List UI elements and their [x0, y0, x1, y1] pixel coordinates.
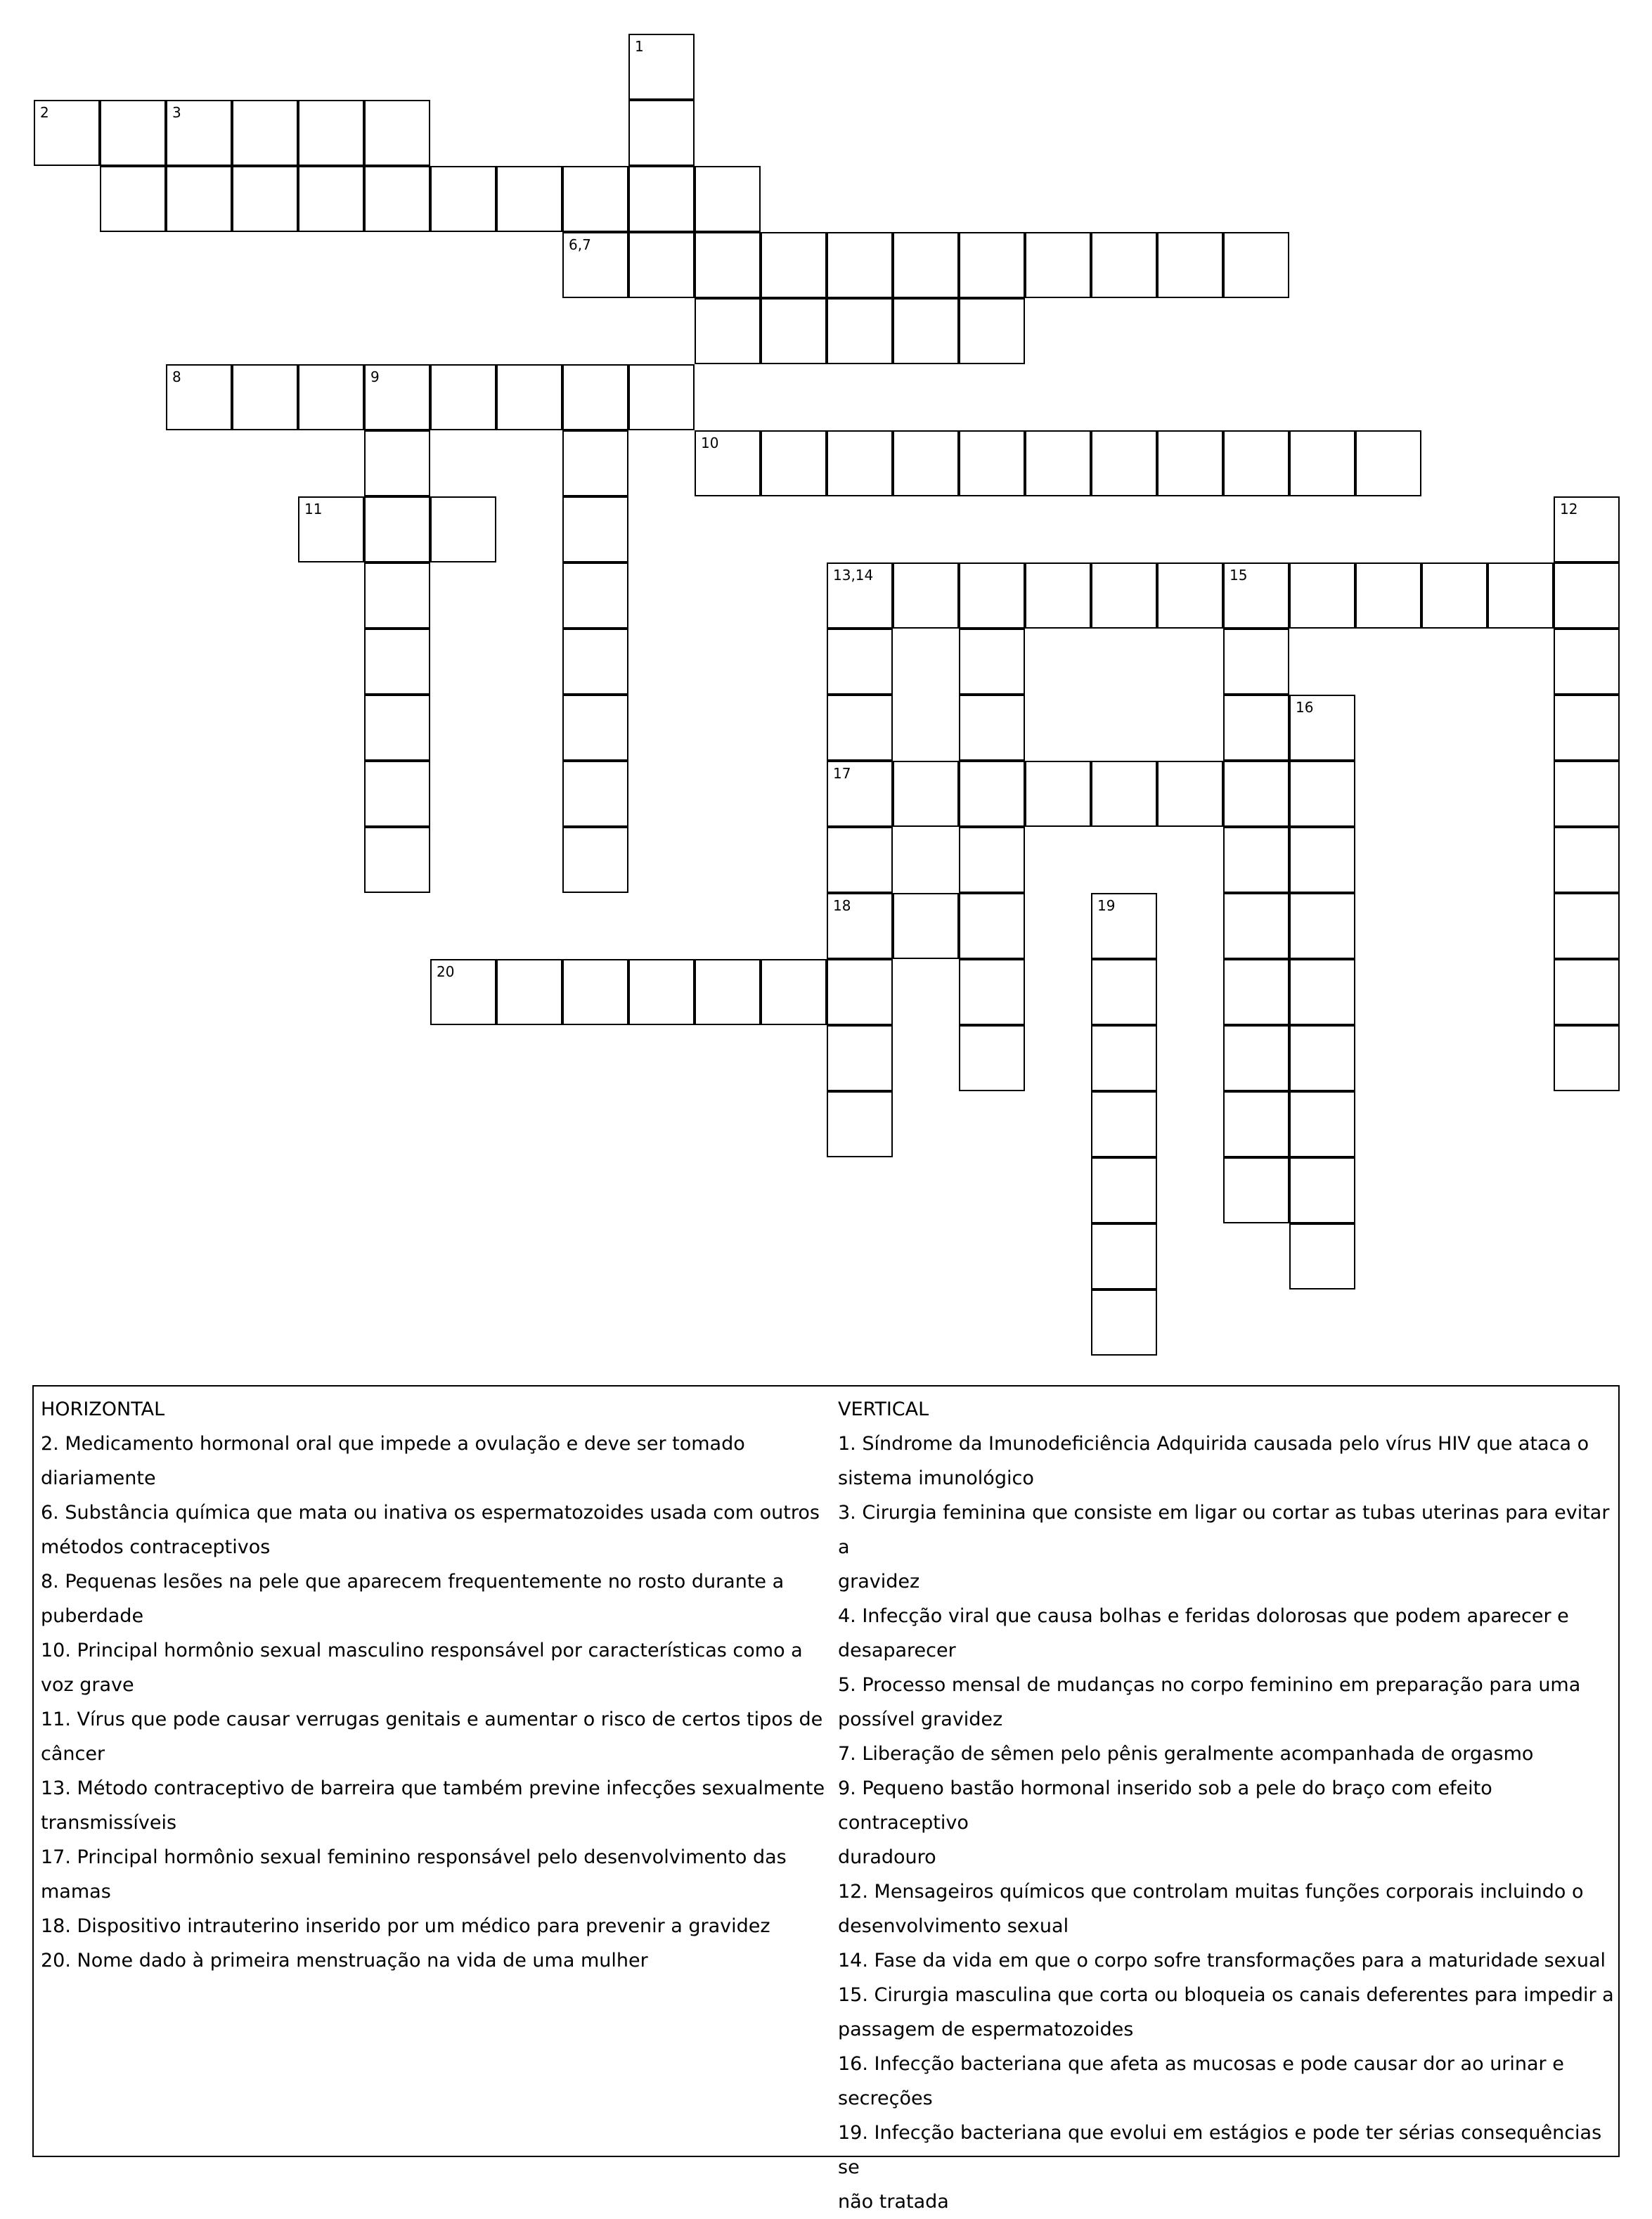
grid-cell[interactable] [827, 959, 893, 1025]
grid-cell[interactable] [496, 166, 562, 232]
grid-cell[interactable] [959, 430, 1025, 496]
clue-line: 10. Principal hormônio sexual masculino responsável por características como a [41, 1640, 803, 1661]
grid-cell[interactable] [1223, 1025, 1289, 1091]
clue-line: 2. Medicamento hormonal oral que impede a ovulação e deve ser tomado [41, 1433, 745, 1455]
clue-line: 3. Cirurgia feminina que consiste em ligar ou cortar as tubas uterinas para evitar a [838, 1502, 1610, 1558]
clue-line: 12. Mensageiros químicos que controlam muitas funções corporais incluindo o [838, 1881, 1584, 1903]
grid-cell[interactable] [232, 166, 298, 232]
grid-cell[interactable] [430, 959, 496, 1025]
grid-cell[interactable] [628, 959, 695, 1025]
clue-line: 11. Vírus que pode causar verrugas genitais e aumentar o risco de certos tipos de [41, 1709, 823, 1730]
clue-line: duradouro [838, 1846, 936, 1868]
grid-cell[interactable] [562, 562, 628, 629]
grid-cell[interactable] [959, 562, 1025, 629]
grid-cell[interactable] [959, 959, 1025, 1025]
grid-cell[interactable] [827, 893, 893, 959]
grid-cell[interactable] [364, 166, 430, 232]
grid-cell[interactable] [562, 232, 628, 298]
clue-line: 7. Liberação de sêmen pelo pênis geralmente acompanhada de orgasmo [838, 1743, 1534, 1765]
grid-cell[interactable] [1289, 1223, 1355, 1289]
grid-cell[interactable] [1355, 562, 1421, 629]
grid-cell[interactable] [430, 364, 496, 430]
grid-cell[interactable] [827, 298, 893, 364]
clue-line: passagem de espermatozoides [838, 2019, 1134, 2040]
grid-cell[interactable] [761, 298, 827, 364]
grid-cell[interactable] [1091, 430, 1157, 496]
vertical-clue-list [838, 1427, 1618, 2219]
grid-cell[interactable] [1157, 232, 1223, 298]
clue-line: possível gravidez [838, 1709, 1003, 1730]
horizontal-clue-list [41, 1427, 828, 1978]
grid-cell[interactable] [34, 100, 100, 166]
grid-cell[interactable] [1091, 1025, 1157, 1091]
grid-cell[interactable] [1554, 959, 1620, 1025]
clue-number: 12 [1560, 501, 1578, 517]
grid-cell[interactable] [1091, 232, 1157, 298]
grid-cell[interactable] [1157, 562, 1223, 629]
grid-cell[interactable] [893, 298, 959, 364]
grid-cell[interactable] [959, 629, 1025, 695]
clue-line: 9. Pequeno bastão hormonal inserido sob a pele do braço com efeito contraceptivo [838, 1777, 1492, 1834]
clue-line: 17. Principal hormônio sexual feminino responsável pelo desenvolvimento das [41, 1846, 787, 1868]
grid-cell[interactable] [298, 166, 364, 232]
grid-cell[interactable] [1223, 232, 1289, 298]
grid-cell[interactable] [1488, 562, 1554, 629]
grid-cell[interactable] [298, 100, 364, 166]
grid-cell[interactable] [298, 496, 364, 562]
grid-cell[interactable] [1025, 761, 1091, 827]
grid-cell[interactable] [364, 695, 430, 761]
clue-line: não tratada [838, 2191, 949, 2213]
clue-line: 20. Nome dado à primeira menstruação na vida de uma mulher [41, 1950, 648, 1972]
clue-number: 1 [635, 38, 644, 55]
clue-number: 15 [1230, 567, 1248, 584]
grid-cell[interactable] [1091, 1157, 1157, 1223]
grid-cell[interactable] [761, 430, 827, 496]
clue-number: 9 [370, 368, 380, 385]
grid-cell[interactable] [827, 629, 893, 695]
grid-cell[interactable] [628, 166, 695, 232]
clue-line: 13. Método contraceptivo de barreira que também previne infecções sexualmente [41, 1777, 825, 1799]
grid-cell[interactable] [562, 496, 628, 562]
grid-cell[interactable] [695, 166, 761, 232]
grid-cell[interactable] [893, 430, 959, 496]
clue-number: 18 [833, 897, 851, 914]
clue-number: 20 [437, 963, 455, 980]
grid-cell[interactable] [1554, 629, 1620, 695]
grid-cell[interactable] [827, 1091, 893, 1157]
clue-line: sistema imunológico [838, 1467, 1034, 1489]
clue-number: 11 [304, 501, 323, 517]
grid-cell[interactable] [562, 629, 628, 695]
clue-line: transmissíveis [41, 1812, 177, 1834]
clue-line: desenvolvimento sexual [838, 1915, 1069, 1937]
grid-cell[interactable] [298, 364, 364, 430]
grid-cell[interactable] [364, 827, 430, 893]
grid-cell[interactable] [1223, 959, 1289, 1025]
grid-cell[interactable] [1289, 827, 1355, 893]
grid-cell[interactable] [1289, 1091, 1355, 1157]
grid-cell[interactable] [1223, 629, 1289, 695]
grid-cell[interactable] [496, 364, 562, 430]
grid-cell[interactable] [232, 100, 298, 166]
grid-cell[interactable] [893, 893, 959, 959]
grid-cell[interactable] [695, 298, 761, 364]
grid-cell[interactable] [761, 232, 827, 298]
grid-cell[interactable] [1223, 562, 1289, 629]
clue-number: 2 [40, 104, 49, 121]
grid-cell[interactable] [1223, 761, 1289, 827]
grid-cell[interactable] [695, 430, 761, 496]
clue-line: 14. Fase da vida em que o corpo sofre transformações para a maturidade sexual [838, 1950, 1606, 1972]
grid-cell[interactable] [1421, 562, 1488, 629]
clue-line: desaparecer [838, 1640, 956, 1661]
horizontal-title: HORIZONTAL [41, 1398, 165, 1420]
clue-line: gravidez [838, 1571, 920, 1593]
clue-number: 16 [1296, 699, 1314, 716]
vertical-title: VERTICAL [838, 1398, 929, 1420]
grid-cell[interactable] [1223, 1157, 1289, 1223]
grid-cell[interactable] [959, 695, 1025, 761]
grid-cell[interactable] [1157, 430, 1223, 496]
grid-cell[interactable] [1091, 959, 1157, 1025]
grid-cell[interactable] [100, 166, 166, 232]
clue-number: 6,7 [569, 236, 591, 253]
grid-cell[interactable] [1091, 893, 1157, 959]
grid-cell[interactable] [562, 166, 628, 232]
grid-cell[interactable] [1289, 695, 1355, 761]
grid-cell[interactable] [1091, 1091, 1157, 1157]
grid-cell[interactable] [1025, 232, 1091, 298]
grid-cell[interactable] [1289, 959, 1355, 1025]
grid-cell[interactable] [1554, 827, 1620, 893]
clue-line: 15. Cirurgia masculina que corta ou bloqueia os canais deferentes para impedir a [838, 1984, 1614, 2006]
grid-cell[interactable] [1355, 430, 1421, 496]
grid-cell[interactable] [1289, 761, 1355, 827]
grid-cell[interactable] [166, 364, 232, 430]
grid-cell[interactable] [100, 100, 166, 166]
grid-cell[interactable] [1554, 562, 1620, 629]
grid-cell[interactable] [1289, 1025, 1355, 1091]
grid-cell[interactable] [628, 100, 695, 166]
grid-cell[interactable] [430, 496, 496, 562]
grid-cell[interactable] [364, 430, 430, 496]
clue-line: 19. Infecção bacteriana que evolui em estágios e pode ter sérias consequências se [838, 2122, 1602, 2178]
grid-cell[interactable] [1554, 893, 1620, 959]
grid-cell[interactable] [364, 562, 430, 629]
grid-cell[interactable] [1091, 562, 1157, 629]
grid-cell[interactable] [959, 298, 1025, 364]
grid-cell[interactable] [827, 430, 893, 496]
clue-number: 3 [172, 104, 181, 121]
clue-line: 1. Síndrome da Imunodeficiência Adquirida causada pelo vírus HIV que ataca o [838, 1433, 1589, 1455]
grid-cell[interactable] [628, 364, 695, 430]
clue-line: 6. Substância química que mata ou inativa os espermatozoides usada com outros [41, 1502, 820, 1524]
clue-line: 18. Dispositivo intrauterino inserido por um médico para prevenir a gravidez [41, 1915, 770, 1937]
grid-cell[interactable] [827, 761, 893, 827]
grid-cell[interactable] [364, 100, 430, 166]
grid-cell[interactable] [827, 695, 893, 761]
clue-line: 8. Pequenas lesões na pele que aparecem frequentemente no rosto durante a [41, 1571, 785, 1593]
clues-box [32, 1385, 1620, 2213]
clue-line: voz grave [41, 1674, 134, 1696]
grid-cell[interactable] [1289, 893, 1355, 959]
grid-cell[interactable] [1223, 827, 1289, 893]
grid-cell[interactable] [1091, 1223, 1157, 1289]
grid-cell[interactable] [695, 232, 761, 298]
vertical-clues [838, 1392, 1618, 2219]
grid-cell[interactable] [496, 959, 562, 1025]
clue-line: 4. Infecção viral que causa bolhas e feridas dolorosas que podem aparecer e [838, 1605, 1569, 1627]
clue-line: métodos contraceptivos [41, 1536, 271, 1558]
grid-cell[interactable] [628, 232, 695, 298]
horizontal-clues [41, 1392, 828, 1978]
clue-line: 5. Processo mensal de mudanças no corpo feminino em preparação para uma [838, 1674, 1581, 1696]
grid-cell[interactable] [959, 827, 1025, 893]
grid-cell[interactable] [1223, 430, 1289, 496]
clue-number: 19 [1097, 897, 1116, 914]
clue-number: 8 [172, 368, 181, 385]
grid-cell[interactable] [1157, 761, 1223, 827]
clue-number: 17 [833, 765, 851, 782]
grid-cell[interactable] [562, 827, 628, 893]
grid-cell[interactable] [1289, 430, 1355, 496]
grid-cell[interactable] [430, 166, 496, 232]
grid-cell[interactable] [1223, 1091, 1289, 1157]
grid-cell[interactable] [959, 761, 1025, 827]
grid-cell[interactable] [562, 430, 628, 496]
grid-cell[interactable] [1554, 1025, 1620, 1091]
clue-line: câncer [41, 1743, 105, 1765]
grid-cell[interactable] [1289, 1157, 1355, 1223]
grid-cell[interactable] [695, 959, 761, 1025]
grid-cell[interactable] [1091, 761, 1157, 827]
grid-cell[interactable] [1025, 430, 1091, 496]
grid-cell[interactable] [893, 761, 959, 827]
grid-cell[interactable] [893, 562, 959, 629]
grid-cell[interactable] [959, 893, 1025, 959]
grid-cell[interactable] [1554, 761, 1620, 827]
grid-cell[interactable] [1223, 893, 1289, 959]
grid-cell[interactable] [1289, 562, 1355, 629]
grid-cell[interactable] [827, 562, 893, 629]
grid-cell[interactable] [364, 629, 430, 695]
clue-line: secreções [838, 2088, 933, 2109]
grid-cell[interactable] [827, 232, 893, 298]
grid-cell[interactable] [166, 166, 232, 232]
clue-line: 16. Infecção bacteriana que afeta as mucosas e pode causar dor ao urinar e [838, 2053, 1564, 2075]
grid-cell[interactable] [364, 761, 430, 827]
grid-cell[interactable] [959, 1025, 1025, 1091]
grid-cell[interactable] [562, 364, 628, 430]
grid-cell[interactable] [1554, 496, 1620, 562]
grid-cell[interactable] [1025, 562, 1091, 629]
grid-cell[interactable] [562, 695, 628, 761]
grid-cell[interactable] [761, 959, 827, 1025]
grid-cell[interactable] [628, 34, 695, 100]
clue-line: diariamente [41, 1467, 156, 1489]
grid-cell[interactable] [893, 232, 959, 298]
grid-cell[interactable] [1091, 1289, 1157, 1356]
clue-number: 13,14 [833, 567, 874, 584]
grid-cell[interactable] [1554, 695, 1620, 761]
grid-cell[interactable] [827, 1025, 893, 1091]
grid-cell[interactable] [364, 364, 430, 430]
clue-line: mamas [41, 1881, 111, 1903]
grid-cell[interactable] [959, 232, 1025, 298]
clue-number: 10 [701, 435, 719, 451]
grid-cell[interactable] [166, 100, 232, 166]
grid-cell[interactable] [562, 761, 628, 827]
grid-cell[interactable] [232, 364, 298, 430]
grid-cell[interactable] [364, 496, 430, 562]
grid-cell[interactable] [827, 827, 893, 893]
clue-line: puberdade [41, 1605, 144, 1627]
grid-cell[interactable] [562, 959, 628, 1025]
grid-cell[interactable] [1223, 695, 1289, 761]
